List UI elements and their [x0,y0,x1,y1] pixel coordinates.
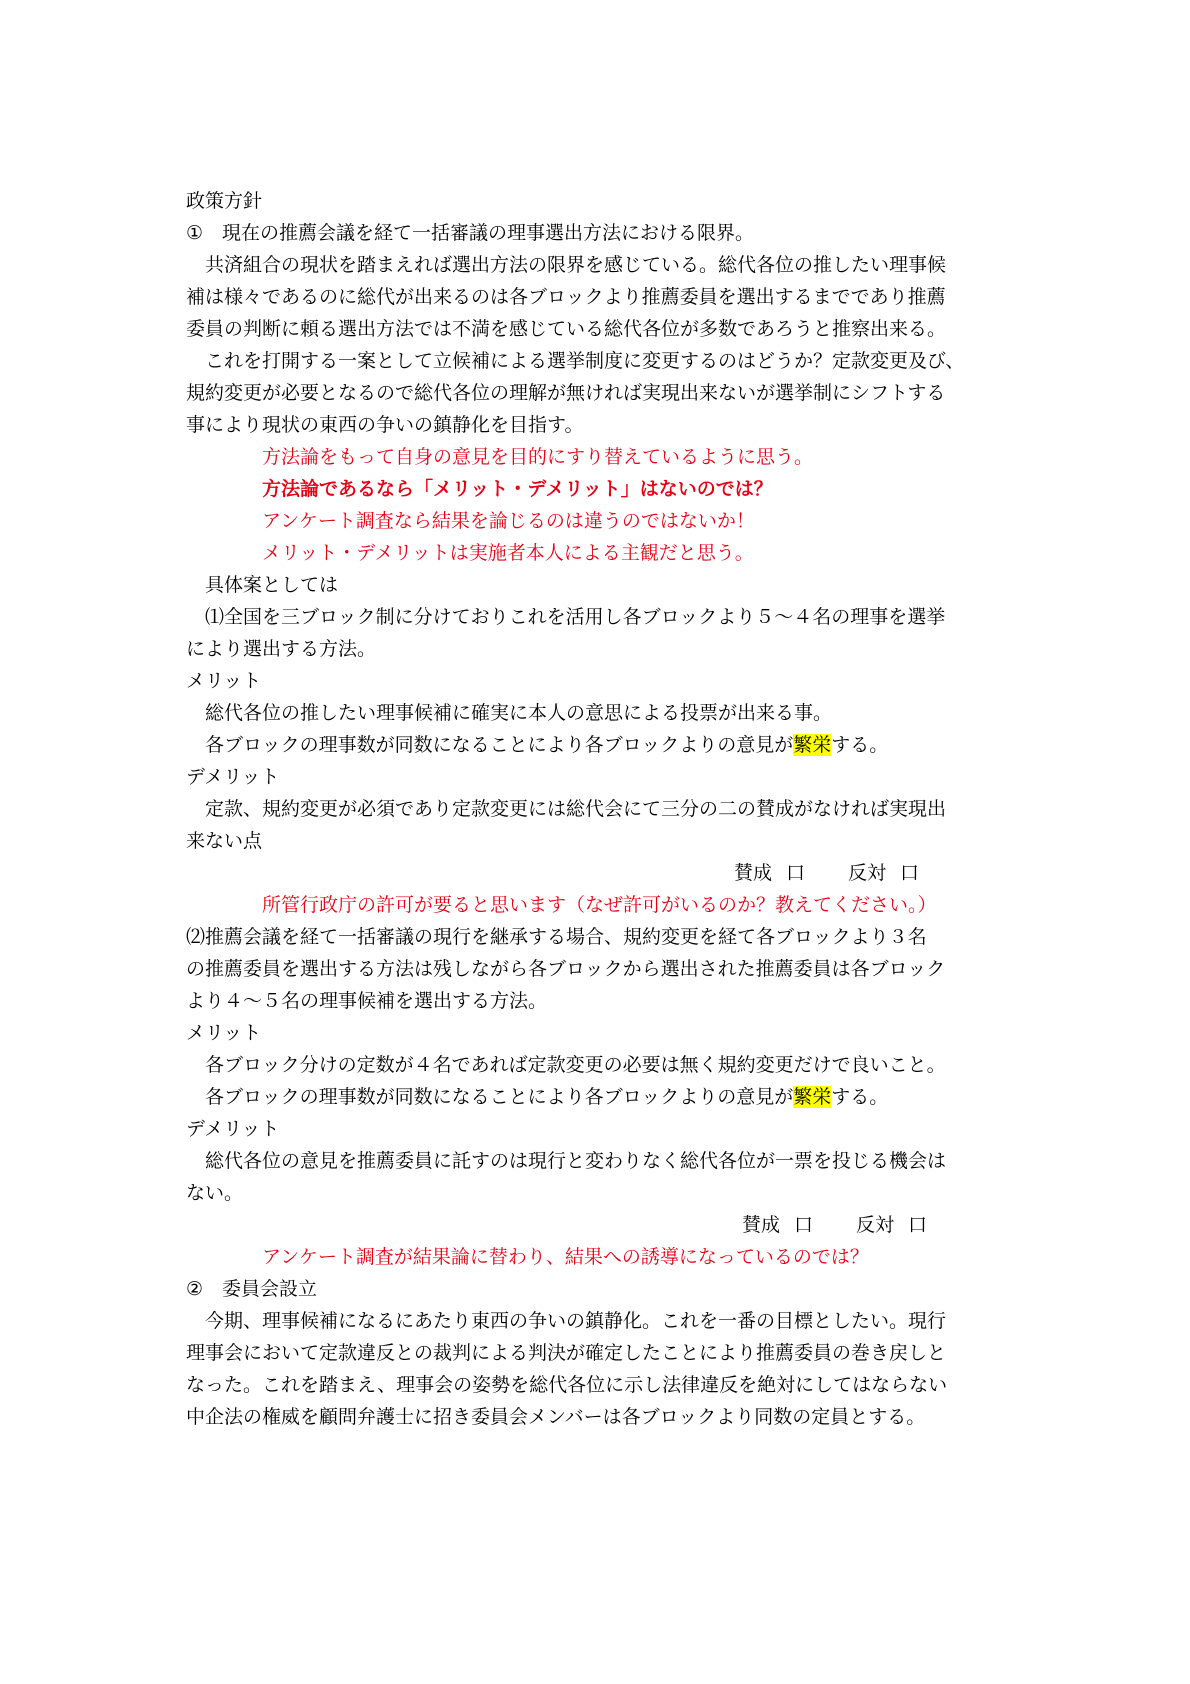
paragraph-line: 中企法の権威を顧問弁護士に招き委員会メンバーは各ブロックより同数の定員とする。 [186,1406,926,1428]
demerit-item: 総代各位の意見を推薦委員に託すのは現行と変わりなく総代各位が一票を投じる機会は [186,1150,947,1172]
merit-text: 各ブロックの理事数が同数になることにより各ブロックよりの意見が [186,734,794,756]
paragraph-line: 規約変更が必要となるので総代各位の理解が無ければ実現出来ないが選挙制にシフトする [186,382,946,404]
paragraph-line: 共済組合の現状を踏まえれば選出方法の限界を感じている。総代各位の推したい理事候 [186,254,947,276]
merit-item: 各ブロック分けの定数が４名であれば定款変更の必要は無く規約変更だけで良いこと。 [186,1054,946,1076]
demerit-item: ない。 [186,1182,244,1204]
merit-label: メリット [186,670,262,692]
oppose-checkbox[interactable]: 口 [908,1214,928,1236]
merit-text: 各ブロックの理事数が同数になることにより各ブロックよりの意見が [186,1086,794,1108]
option-2-line: より４～５名の理事候補を選出する方法。 [186,990,548,1012]
merit-label: メリット [186,1022,262,1044]
oppose-option[interactable] [856,1210,927,1240]
review-comment: アンケート調査なら結果を論じるのは違うのではないか！ [262,510,755,532]
paragraph-line: 理事会において定款違反との裁判による判決が確定したことにより推薦委員の巻き戻しと [186,1342,947,1364]
concrete-proposal-label: 具体案としては [186,574,339,596]
highlighted-word: 繁栄 [793,1086,832,1108]
merit-text: する。 [831,1086,889,1108]
agree-option[interactable] [734,858,805,888]
review-comment: 方法論をもって自身の意見を目的にすり替えているように思う。 [262,446,814,468]
oppose-option[interactable] [848,858,919,888]
option-1-line: ⑴全国を三ブロック制に分けておりこれを活用し各ブロックより５～４名の理事を選挙 [186,606,946,628]
oppose-label: 反対 [848,862,887,884]
demerit-label: デメリット [186,766,280,788]
agree-option[interactable] [742,1210,813,1240]
review-comment: アンケート調査が結果論に替わり、結果への誘導になっているのでは？ [262,1246,869,1268]
merit-item [186,1082,1190,1112]
demerit-item: 来ない点 [186,830,263,852]
highlighted-word: 繁栄 [793,734,832,756]
demerit-label: デメリット [186,1118,280,1140]
oppose-checkbox[interactable]: 口 [900,862,920,884]
merit-text: する。 [831,734,889,756]
paragraph-line: これを打開する一案として立候補による選挙制度に変更するのはどうか？定款変更及び、 [186,350,965,372]
paragraph-line: 事により現状の東西の争いの鎮静化を目指す。 [186,414,584,436]
section-2-title: ② 委員会設立 [186,1278,318,1300]
agree-checkbox[interactable]: 口 [786,862,806,884]
agree-label: 賛成 [734,862,773,884]
review-comment: メリット・デメリットは実施者本人による主観だと思う。 [262,542,754,564]
paragraph-line: 補は様々であるのに総代が出来るのは各ブロックより推薦委員を選出するまでであり推薦 [186,286,946,308]
agree-checkbox[interactable]: 口 [794,1214,814,1236]
section-1-title: ① 現在の推薦会議を経て一括審議の理事選出方法における限界。 [186,222,755,244]
paragraph-line: 委員の判断に頼る選出方法では不満を感じている総代各位が多数であろうと推察出来る。 [186,318,947,340]
heading: 政策方針 [186,190,263,212]
oppose-label: 反対 [856,1214,895,1236]
paragraph-line: 今期、理事候補になるにあたり東西の争いの鎮静化。これを一番の目標としたい。現行 [186,1310,947,1332]
review-comment: 所管行政庁の許可が要ると思います（なぜ許可がいるのか？教えてください。） [262,894,937,916]
paragraph-line: なった。これを踏まえ、理事会の姿勢を総代各位に示し法律違反を絶対にしてはならない [186,1374,948,1396]
merit-item [186,730,1190,760]
option-1-line: により選出する方法。 [186,638,377,660]
option-2-line: の推薦委員を選出する方法は残しながら各ブロックから選出された推薦委員は各ブロック [186,958,946,980]
merit-item: 総代各位の推したい理事候補に確実に本人の意思による投票が出来る事。 [186,702,833,724]
agree-label: 賛成 [742,1214,781,1236]
demerit-item: 定款、規約変更が必須であり定款変更には総代会にて三分の二の賛成がなければ実現出 [186,798,947,820]
review-comment: 方法論であるなら「メリット・デメリット」はないのでは？ [262,478,773,500]
option-2-line: ⑵推薦会議を経て一括審議の現行を継承する場合、規約変更を経て各ブロックより３名 [186,926,927,948]
